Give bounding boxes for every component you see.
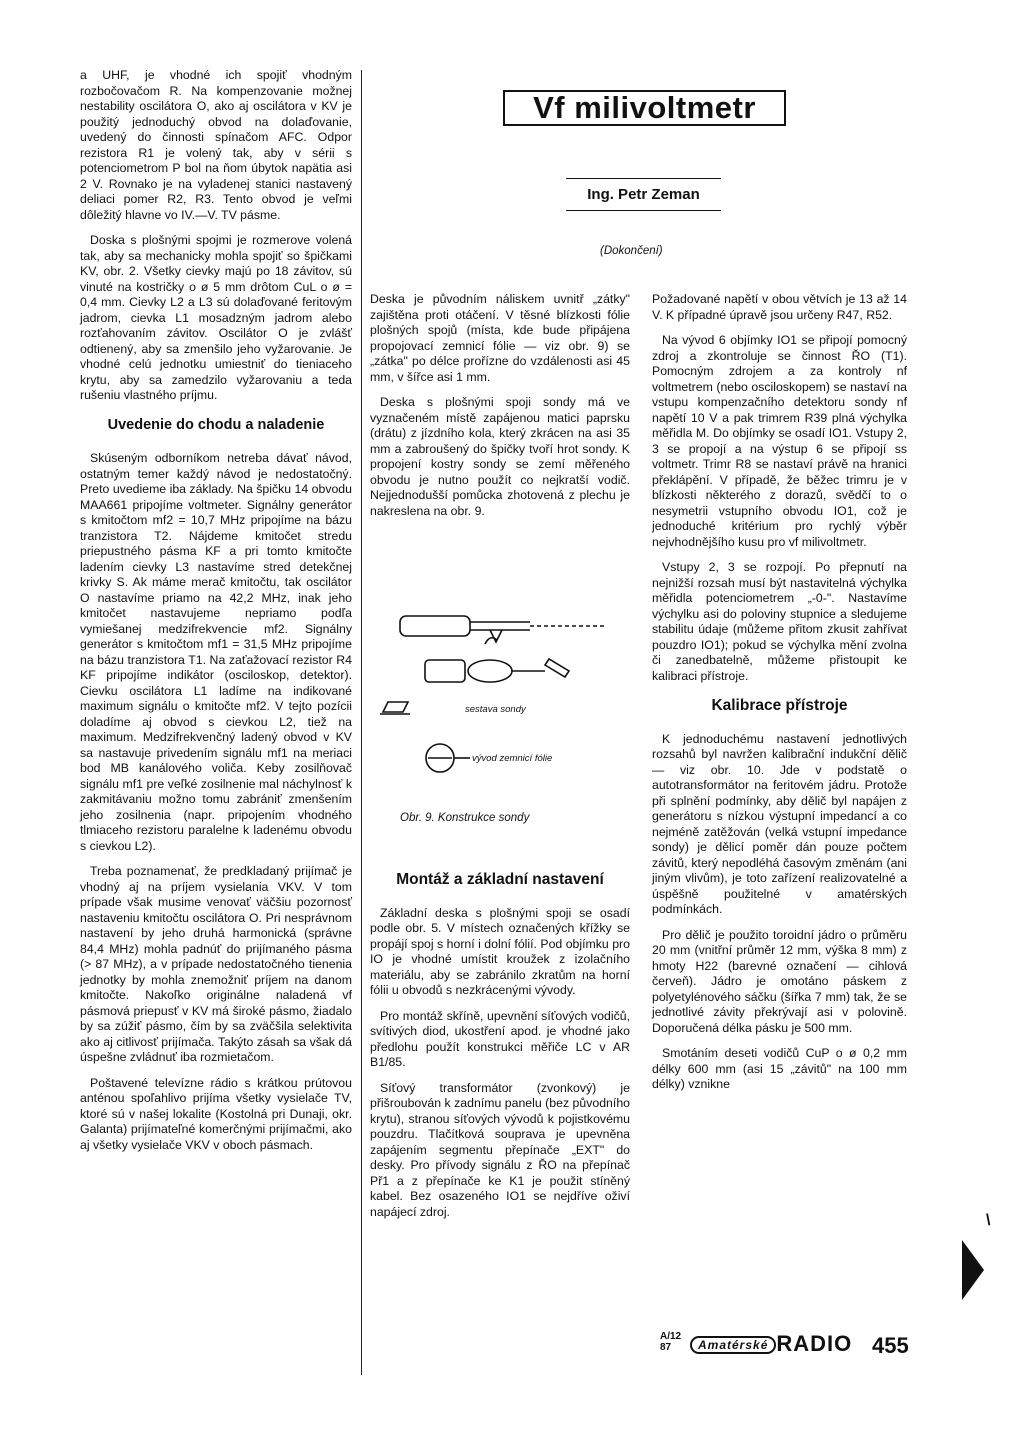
ground-clip — [383, 702, 408, 712]
author-rule-top — [566, 178, 721, 179]
figure-label-assembly: sestava sondy — [465, 704, 526, 715]
issue-label — [660, 1331, 681, 1353]
col1-heading: Uvedenie do chodu a naladenie — [107, 416, 325, 433]
column-divider — [361, 70, 362, 1375]
col3-heading: Kalibrace přístroje — [711, 697, 848, 714]
continued-note: (Dokončení) — [600, 245, 663, 257]
col1-para-5: Poštavené televízne rádio s krátkou prútovou anténou spoľahlivo prijíma všetky vysielače TV, ktoré sú v našej lokalite (Kostolná pri Dunaji, okr. Galanta) prijímateľné komerčnými prijímačmi, ako aj všetky vysielače VKV v oboch pásmach. — [80, 1075, 352, 1152]
col1-para-4: Treba poznamenať, že predkladaný prijímač je vhodný aj na príjem vysielania VKV. V tom prípade však musime venovať väčšiu pozornosť nastaveniu kmitočtu oscilátora O. Pri nesprávnom nastavení by jeho druhá harmonická (správne 84,4 MHz) mohla padnúť do prijímaného pásma (> 87 MHz), a v prípade nedostatočného tienenia jednotky by mohla znemožniť príjem na danom kmitočte. Nakoľko originálne naladená vf pásmová priepusť v KV má široké pásmo, žiadalo by sa zúžiť pásmo, čím by sa zväčšila selektivita ako aj citlivosť prijímača. Takýto zásah sa však dá úspešne zvládnuť iba rozmietačom. — [80, 864, 352, 1064]
column-1 — [80, 68, 352, 1163]
column-3 — [652, 292, 907, 1103]
magazine-logo — [690, 1331, 852, 1357]
margin-mark: \ — [986, 1212, 991, 1229]
issue-year: 87 — [660, 1342, 672, 1353]
col1-para-2: Doska s plošnými spojmi je rozmerove volená tak, aby sa mechanicky mohla spojiť so špičkami KV, obr. 2. Všetky cievky majú po 18 závitov, sú vinuté na kostričky o ø 5 mm drôtom CuL o ø = 0,4 mm. Cievky L2 a L3 sú dolaďované feritovým jadrom, cievka L1 mosadzným jadrom alebo rozťahovaním závitov. Oscilátor O je zvlášť odtienený, aby sa zmenšilo jeho vyžarovanie. Je vhodné celú jednotku umiestniť do tieniaceho krytu, aby sa zamedzilo vyžarovaniu a teda rušeniu vlastného príjmu. — [80, 233, 352, 402]
continue-arrow-icon — [962, 1240, 984, 1300]
col3-para-3: Vstupy 2, 3 se rozpojí. Po přepnutí na nejnižší rozsah musí být nastavitelná výchylka měřidla potenciometrem „-0-". Nastavíme výchylku asi do poloviny stupnice a sledujeme stabilitu údaje (můžeme přitom zkusit zahřívat pouzdro IO1); pokud se výchylka mění zvolna či zanedbatelně, můžeme přistoupit ke kalibraci přístroje. — [652, 560, 907, 683]
col3-para-5: Pro dělič je použito toroidní jádro o průměru 20 mm (vnitřní průměr 12 mm, výška 8 mm) z hmoty H22 (barevné označení — cihlová červeň). Jádro je omotáno páskem z polyetylénového sáčku (šířka 7 mm) tak, že se jednotlivé závity překrývají asi v polovině. Doporučená délka pásku je 500 mm. — [652, 927, 907, 1035]
col2-para-3: Základní deska s plošnými spoji se osadí podle obr. 5. V místech označených křížky se propájí spoj s horní i dolní fólií. Pod objímku pro IO je vhodné umístit kroužek z izolačního materiálu, aby se zabránilo zkratům na horní fólii u obvodů s nezkrácenými vývody. — [370, 905, 630, 997]
col1-para-3: Skúseným odborníkom netreba dávať návod, ostatným temer každý návod je nedostatočný. Preto uvedieme iba základy. Na špičku 14 obvodu MAA661 pripojíme voltmeter. Signálny generátor s kmitočtom mf2 = 10,7 MHz pripojíme na bázu tranzistora T2. Nájdeme kmitočet stredu priepustného pásma KF a pri tomto kmitočte ladením cievky L3 nastavíme stred detekčnej krivky S. Ak máme merač kmitočtu, tak oscilátor O nastavíme priamo na 42,2 MHz, inak jeho kmitočet nastavujeme nepriamo podľa vymiešanej medzifrekvencie mf2. Signálny generátor s kmitočtom mf1 = 31,5 MHz pripojíme na bázu tranzistora T1. Na zaťažovací rezistor R4 KF pripojíme indikátor (osciloskop, detektor). Cievku oscilátora L1 ladíme na indikované maximum signálu o kmitočte mf2. V tejto pozícii doladíme aj obvod s cievkou L2, tiež na maximum. Medzifrekvenčný ladený obvod v KV sa nastavuje privedením signálu mf1 na meriaci bod MB kanálového voliča. Keby zosilňovač signálu mf1 pre veľké zosilnenie mal náchylnosť k zakmitávaniu možno tomu zabrániť zmenšením jeho zosilnenia (napr. pripojením vhodného tlmiaceho rezistoru paralelne k ladenému obvodu s cievkou L2). — [80, 451, 352, 853]
col2-heading: Montáž a základní nastavení — [396, 871, 604, 888]
column-2 — [370, 292, 630, 529]
col2-para-1: Deska je původním náliskem uvnitř „zátky" zajištěna proti otáčení. V těsné blízkosti fólie plošných spojů (místa, kde bude připájena propojovací zemnicí fólie — viz obr. 9) se „zátka" po délce proříznе do vzdálenosti asi 45 mm, v šířce asi 1 mm. — [370, 292, 630, 384]
article-title: Vf milivoltmetr — [503, 90, 786, 126]
probe-body-middle — [425, 660, 465, 682]
figure-caption: Obr. 9. Konstrukce sondy — [400, 812, 530, 824]
col2-para-4: Pro montáž skříně, upevnění síťových vodičů, svítivých diod, ukostření apod. je vhodné jako předlohu použít konstrukci měřiče LC v AR B1/85. — [370, 1008, 630, 1069]
issue-number: A/12 — [660, 1331, 682, 1342]
col2-para-2: Deska s plošnými spoji sondy má ve vyznačeném místě zapájenou matici paprsku (drátu) z jízdního kola, který zkrácen na asi 35 mm a zabroušený do špičky tvoří hrot sondy. K propojení kostry sondy se zemí měřeného obvodu je nutno použít co nejkratší vodič. Nejjednodušší pomůcka zhotovená z plechu je nakreslena na obr. 9. — [370, 395, 630, 518]
col3-para-4: K jednoduchému nastavení jednotlivých rozsahů byl navržen kalibrační indukční dělič — viz obr. 10. Jde v podstatě o autotransformátor na feritovém jádru. Protože při splnění podmínky, aby dělič byl napájen z generátoru s nízkou výstupní impedancí a co nejméně zatěžován (velká vstupní impedance sondy) je dělicí poměr dán pouze počtem závitů, který nepodléhá časovým změnám (ani jiným vlivům), je toto zařízení realizovatelné a úspěšně použitelné v amatérských podmínkách. — [652, 731, 907, 916]
logo-radio: RADIO — [776, 1331, 853, 1356]
probe-figure — [370, 610, 630, 830]
col3-para-2: Na vývod 6 objímky IO1 se připojí pomocný zdroj a zkontroluje se činnost ŘO (T1). Pomocným zdrojem a za kontroly nf voltmetrem (nebo osciloskopem) se nastaví na vstupu kompenzačního detektoru sondy nf napětí 10 V a pak trimrem R39 plná výchylka měřidla M. Do objímky se osadí IO1. Vstupy 2, 3 se propojí a na výstup 6 se připojí ss voltmetr. Trimr R8 se nastaví právě na hranici překlápění. V případě, že běžec trimru je v blízkosti některého z dorazů, svědčí to o nesymetrii vstupního obvodu IO1, což je jednoduché kritérium pro rychlý výběr nejvhodnějšího kusu pro vf milivoltmetr. — [652, 333, 907, 549]
page-number: 455 — [872, 1333, 909, 1358]
col3-para-1: Požadované napětí v obou větvích je 13 až 14 V. K případné úpravě jsou určeny R47, R52. — [652, 292, 907, 322]
author-rule-bottom — [566, 210, 721, 211]
logo-prefix: Amatérské — [690, 1336, 776, 1354]
figure-label-foil: vývod zemnicí fólie — [472, 753, 553, 764]
author: Ing. Petr Zeman — [587, 186, 700, 203]
column-2-lower — [370, 872, 630, 1230]
col1-para-1: a UHF, je vhodné ich spojiť vhodným rozbočovačom R. Na kompenzovanie možnej nestability oscilátora O, ako aj oscilátora v KV je použitý jednoduchý obvod na dolaďovanie, uvedený do činnosti spínačom AFC. Odpor rezistora R1 je volený tak, aby v sérii s potenciometrom P bol na ňom úbytok napätia asi 2 V. Rovnako je na vyladenej stanici nastavený deliaci pomer R2, R3. Tento obvod je veľmi dôležitý hlavne vo IV.—V. TV pásme. — [80, 68, 352, 222]
col2-para-5: Síťový transformátor (zvonkový) je přišroubován k zadnímu panelu (bez původního krytu), stranou síťových vývodů k pojistkovému pouzdru. Tlačítková souprava je upevněna zapájením segmentu přepínače „EXT" do desky. Pro přívody signálu z ŘO na přepínač Př1 a z přepínače ke K1 je použit stíněný kabel. Bez osazeného IO1 se nejdříve oživí napájecí zdroj. — [370, 1080, 630, 1219]
probe-body-top — [400, 616, 470, 636]
col3-para-6: Smotáním deseti vodičů CuP o ø 0,2 mm délky 600 mm (asi 15 „závitů" na 100 mm délky) vznikne — [652, 1046, 907, 1091]
